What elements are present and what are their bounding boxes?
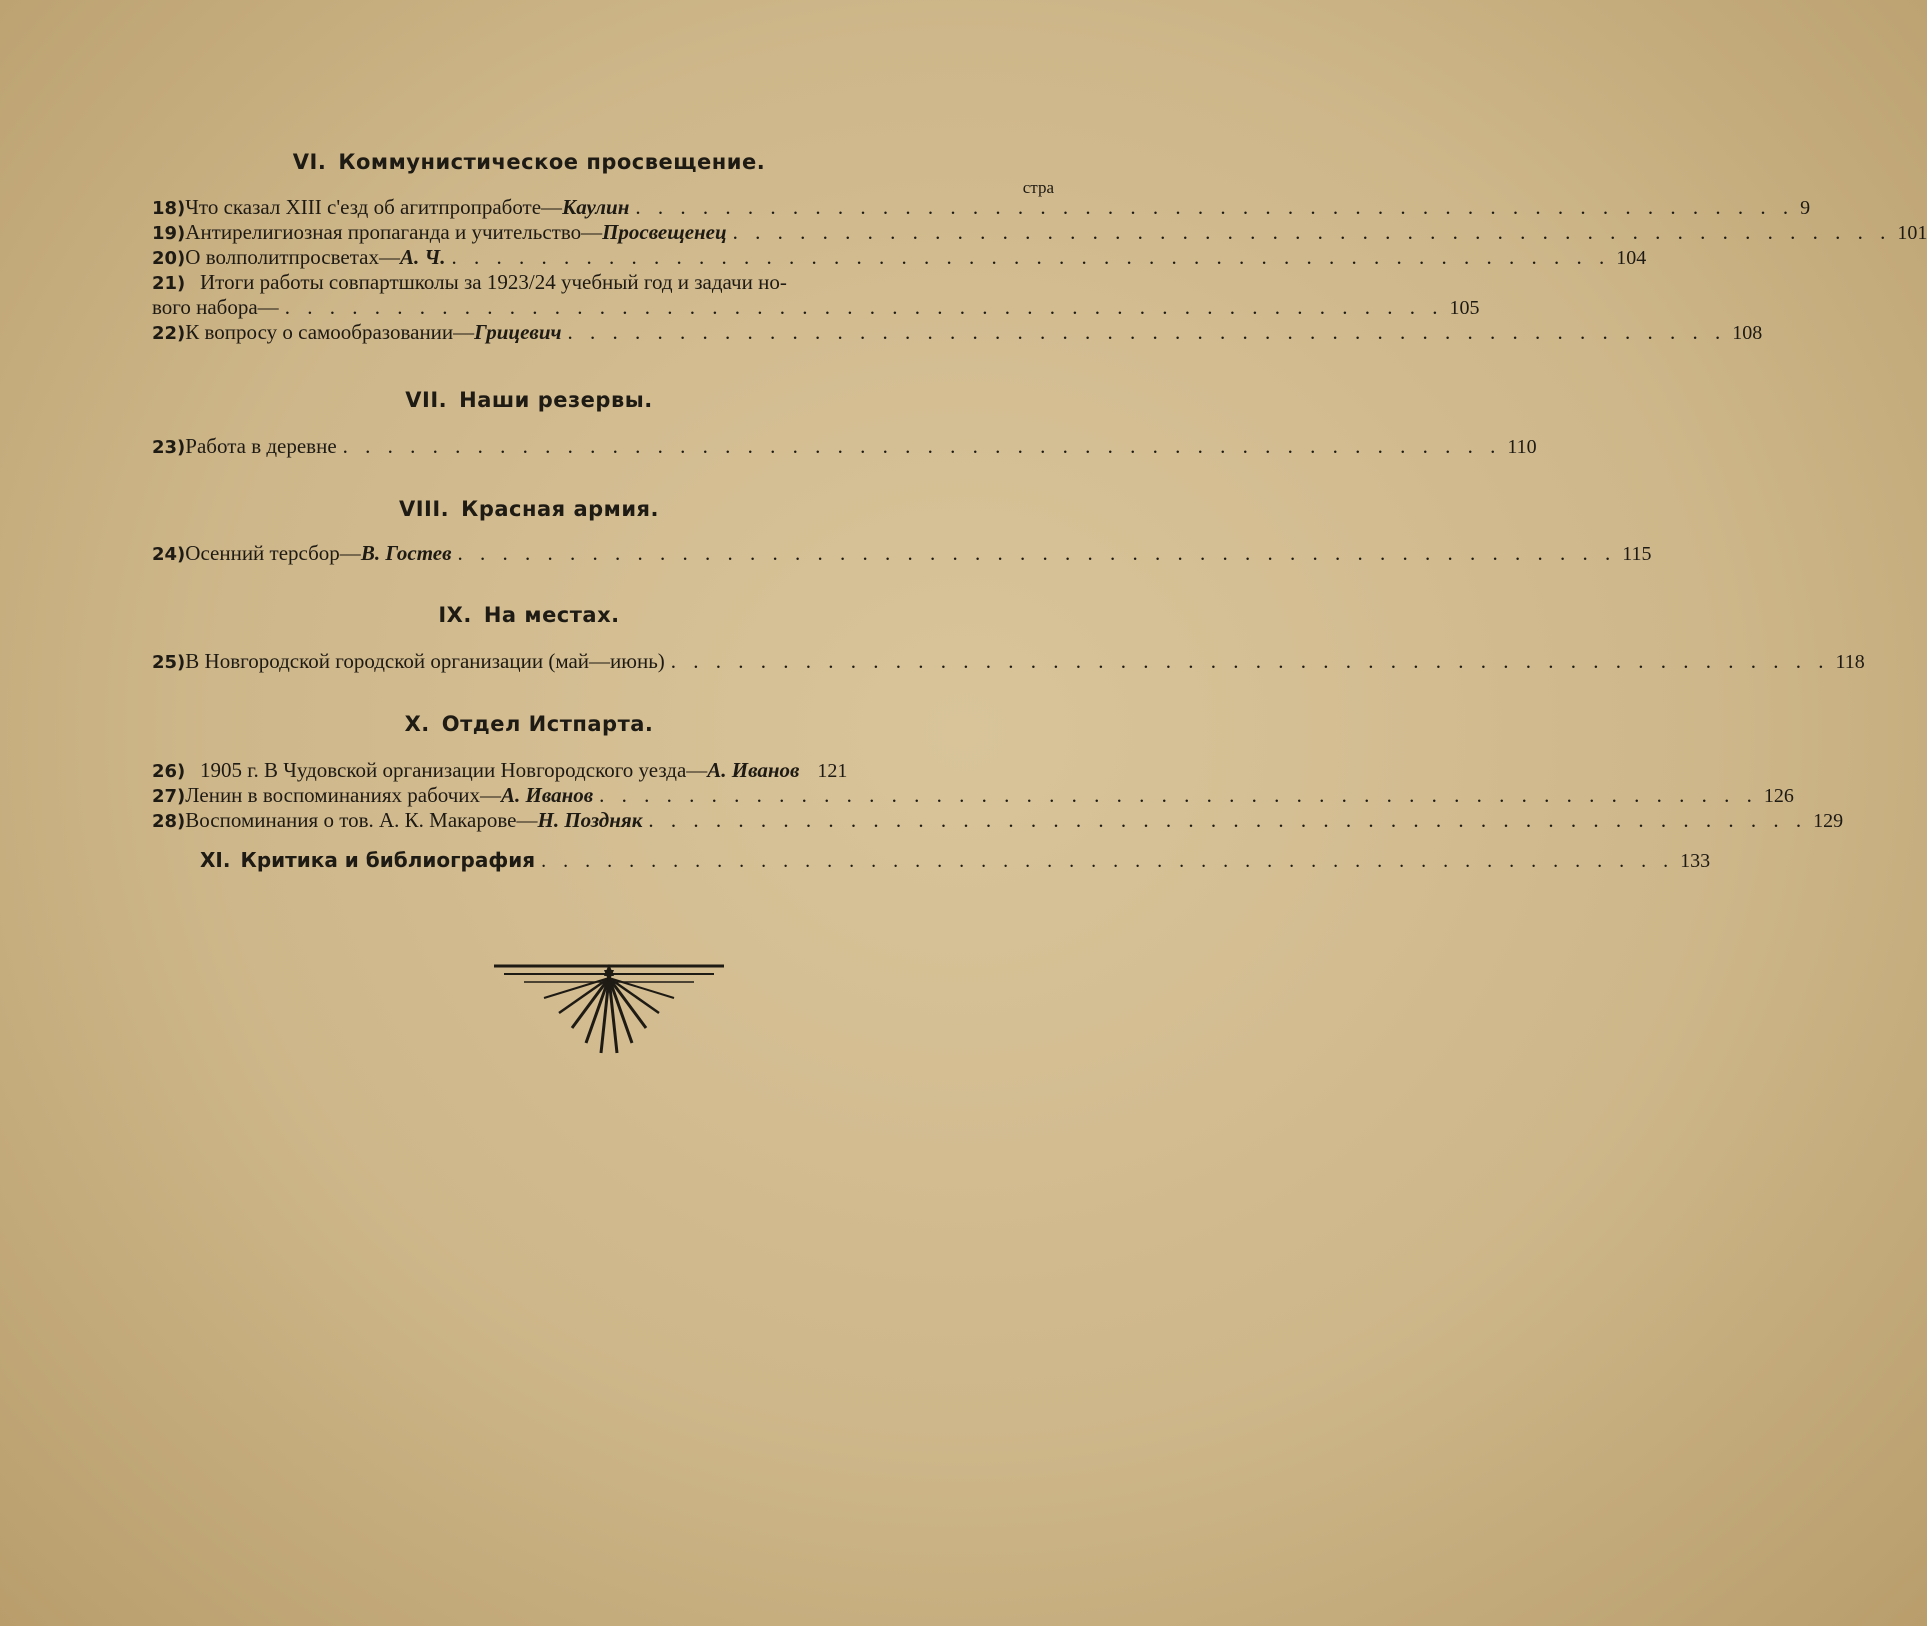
- section-heading-xi: XI. Критика и библиография . . . . . . . . . . . . . . . . . . . . . . . . . . . . . . . . . . . . . . . . . . . . . . . . . . . . 133: [200, 848, 1711, 872]
- toc-entry-continuation: вого набора— . . . . . . . . . . . . . . . . . . . . . . . . . . . . . . . . . . . . . . . . . . . . . . . . . . . . 105: [152, 295, 1480, 319]
- toc-entry: 23) Работа в деревне . . . . . . . . . . . . . . . . . . . . . . . . . . . . . . . . . . . . . . . . . . . . . . . . . . . . 110: [152, 434, 1537, 458]
- toc-entry: 24) Осенний терсбор— В. Гостев . . . . . . . . . . . . . . . . . . . . . . . . . . . . . . . . . . . . . . . . . . . . . . . . . . . . 115: [152, 541, 1652, 565]
- toc-entry: 27) Ленин в воспоминаниях рабочих— А. Иванов . . . . . . . . . . . . . . . . . . . . . . . . . . . . . . . . . . . . . . . . . . . . . . . . . . . . 126: [152, 783, 1794, 807]
- section-heading-ix: IX. На местах.: [438, 603, 620, 627]
- sunburst-ornament-icon: [484, 958, 734, 1058]
- section-heading-x: X. Отдел Истпарта.: [404, 712, 654, 736]
- toc-entry: 28) Воспоминания о тов. А. К. Макарове— Н. Поздняк . . . . . . . . . . . . . . . . . . . . . . . . . . . . . . . . . . . . . . . . . . . . . . . . . . . . 129: [152, 808, 1844, 832]
- page-column-label: стра: [1022, 178, 1054, 197]
- section-heading-viii: VIII. Красная армия.: [398, 497, 659, 521]
- toc-entry: 25) В Новгородской городской организации (май—июнь) . . . . . . . . . . . . . . . . . . . . . . . . . . . . . . . . . . . . . . . . . . . . . . . . . . . . 118: [152, 649, 1865, 673]
- section-heading-vi: VI. Коммунистическое просвещение.: [292, 150, 766, 174]
- toc-entry: 19) Антирелигиозная пропаганда и учительство— Просвещенец . . . . . . . . . . . . . . . . . . . . . . . . . . . . . . . . . . . . . . . . . . . . . . . . . . . . 101: [152, 220, 1927, 244]
- toc-entry: 21) Итоги работы совпартшколы за 1923/24 учебный год и задачи но-: [152, 270, 787, 294]
- toc-entry: 26) 1905 г. В Чудовской организации Новгородского уезда— А. Иванов 121: [152, 758, 848, 782]
- toc-entry: 22) К вопросу о самообразовании— Грицевич . . . . . . . . . . . . . . . . . . . . . . . . . . . . . . . . . . . . . . . . . . . . . . . . . . . . 108: [152, 320, 1763, 344]
- toc-entry: 20) О волполитпросветах— А. Ч. . . . . . . . . . . . . . . . . . . . . . . . . . . . . . . . . . . . . . . . . . . . . . . . . . . . . 104: [152, 245, 1647, 269]
- toc-entry: 18) Что сказал XIII с'езд об агитпропработе— Каулин . . . . . . . . . . . . . . . . . . . . . . . . . . . . . . . . . . . . . . . . . . . . . . . . . . . . 9: [152, 195, 1811, 219]
- section-heading-vii: VII. Наши резервы.: [405, 388, 653, 412]
